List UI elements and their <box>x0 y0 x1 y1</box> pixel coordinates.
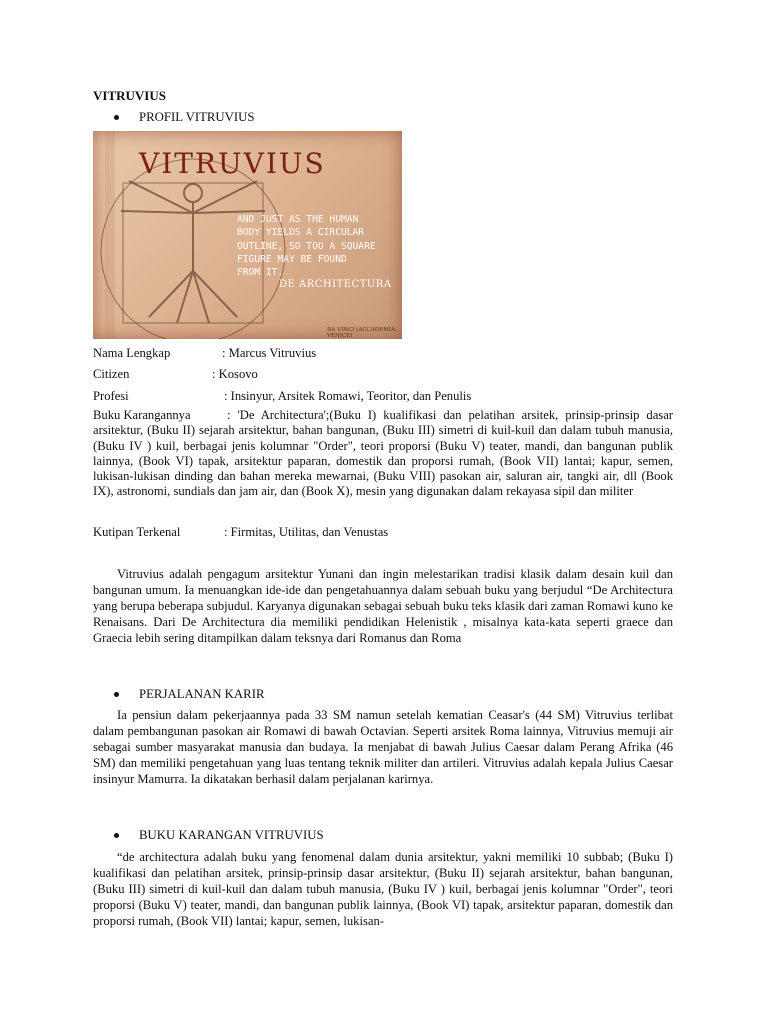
figure-title: VITRUVIUS <box>139 147 326 180</box>
paragraph-intro: Vitruvius adalah pengagum arsitektur Yunani dan ingin melestarikan tradisi klasik dalam desain kuil dan bangunan umum. Ia menuangkan ide-ide dan pengetahuannya dalam sebuah buku yang berjudul “De Architectura yang berupa beberapa subjudul. Karyanya digunakan sebagai sebuah buku teks klasik dari zaman Romawi kuno ke Renaisans. Dari De Architectura dia memiliki pendidikan Helenistik , misalnya kata-kata seperti graece dan Graecia lebih sering ditampilkan dalam teksnya dari Romanus dan Roma <box>93 567 673 645</box>
section-heading-profil: PROFIL VITRUVIUS <box>117 110 255 125</box>
document-title: VITRUVIUS <box>93 88 166 103</box>
profile-value: : Marcus Vitruvius <box>222 346 317 360</box>
bullet-icon <box>114 692 119 697</box>
profile-value: : 'De Architectura';(Buku I) kualifikasi dan pelatihan arsitek, prinsip-prinsip dasar arsitektur, (Buku II) sejarah arsitektur, bahan bangunan, (Buku III) simetri di kuil-kuil dan dalam tubuh manusia, (Buku IV ) kuil, berbagai jenis kolumnar "Order", teori proporsi (Buku V) teater, mandi, dan bangunan publik lainnya, (Book VI) tapak, arsitektur paparan, domestik dan proporsi rumah, (Book VII) lantai; kapur, semen, lukisan-lukisan dinding dan bahan mereka mewarnai, (Buku VIII) pasokan air, saluran air, tangki air, dll (Book IX), astronomi, sundials dan jam air, dan (Book X), mesin yang digunakan dalam rekayasa sipil dan militer <box>93 408 673 499</box>
paragraph-karir: Ia pensiun dalam pekerjaannya pada 33 SM namun setelah kematian Ceasar's (44 SM) Vitruvius terlibat dalam pembangunan pasokan air Romawi di bawah Octavian. Seperti arsitek Roma lainnya, Vitruvius memuji air sebagai sumber masyarakat manusia dan budaya. Ia menjabat di bawah Julius Caesar dalam Perang Afrika (46 SM) dan memiliki pengetahuan yang luas tentang teknik militer dan artileri. Vitruvius adalah kepala Julius Caesar insinyur Mamurra. Ia dikatakan berhasil dalam perjalanan karirnya. <box>93 708 673 786</box>
bullet-icon <box>114 833 119 838</box>
profile-label: Profesi <box>93 389 129 403</box>
profile-value: : Kosovo <box>212 367 258 381</box>
profile-value: : Insinyur, Arsitek Romawi, Teoritor, dan Penulis <box>224 389 472 403</box>
section-heading-buku: BUKU KARANGAN VITRUVIUS <box>117 828 324 843</box>
bullet-icon <box>114 115 119 120</box>
profile-label: Nama Lengkap <box>93 346 171 360</box>
paragraph-buku: “de architectura adalah buku yang fenomenal dalam dunia arsitektur, yakni memiliki 10 subbab; (Buku I) kualifikasi dan pelatihan arsitek, prinsip-prinsip dasar arsitektur, (Buku II) sejarah arsitektur, bahan bangunan, (Buku III) simetri di kuil-kuil dan dalam tubuh manusia, (Buku IV ) kuil, berbagai jenis kolumnar "Order", teori proporsi (Buku V) teater, mandi, dan bangunan publik lainnya, (Book VI) tapak, arsitektur paparan, domestik dan proporsi rumah, (Book VII) lantai; kapur, semen, lukisan- <box>93 850 673 928</box>
section-heading-karir: PERJALANAN KARIR <box>117 687 265 702</box>
figure-source: DE ARCHITECTURA <box>279 279 392 290</box>
vitruvian-man-image <box>93 131 402 339</box>
figure-quote: AND JUST AS THE HUMAN BODY YIELDS A CIRCULAR OUTLINE, SO TOO A SQUARE FIGURE MAY BE FOUND FROM IT. <box>237 214 376 279</box>
profile-label: Citizen <box>93 367 130 381</box>
figure-credit: DA VINCI (ACCADEMIA, VENICE) <box>327 327 397 339</box>
profile-label: Buku Karangannya <box>93 408 191 422</box>
profile-value: : Firmitas, Utilitas, dan Venustas <box>224 525 389 539</box>
profile-row-buku <box>93 408 673 500</box>
profile-label: Kutipan Terkenal <box>93 525 181 539</box>
